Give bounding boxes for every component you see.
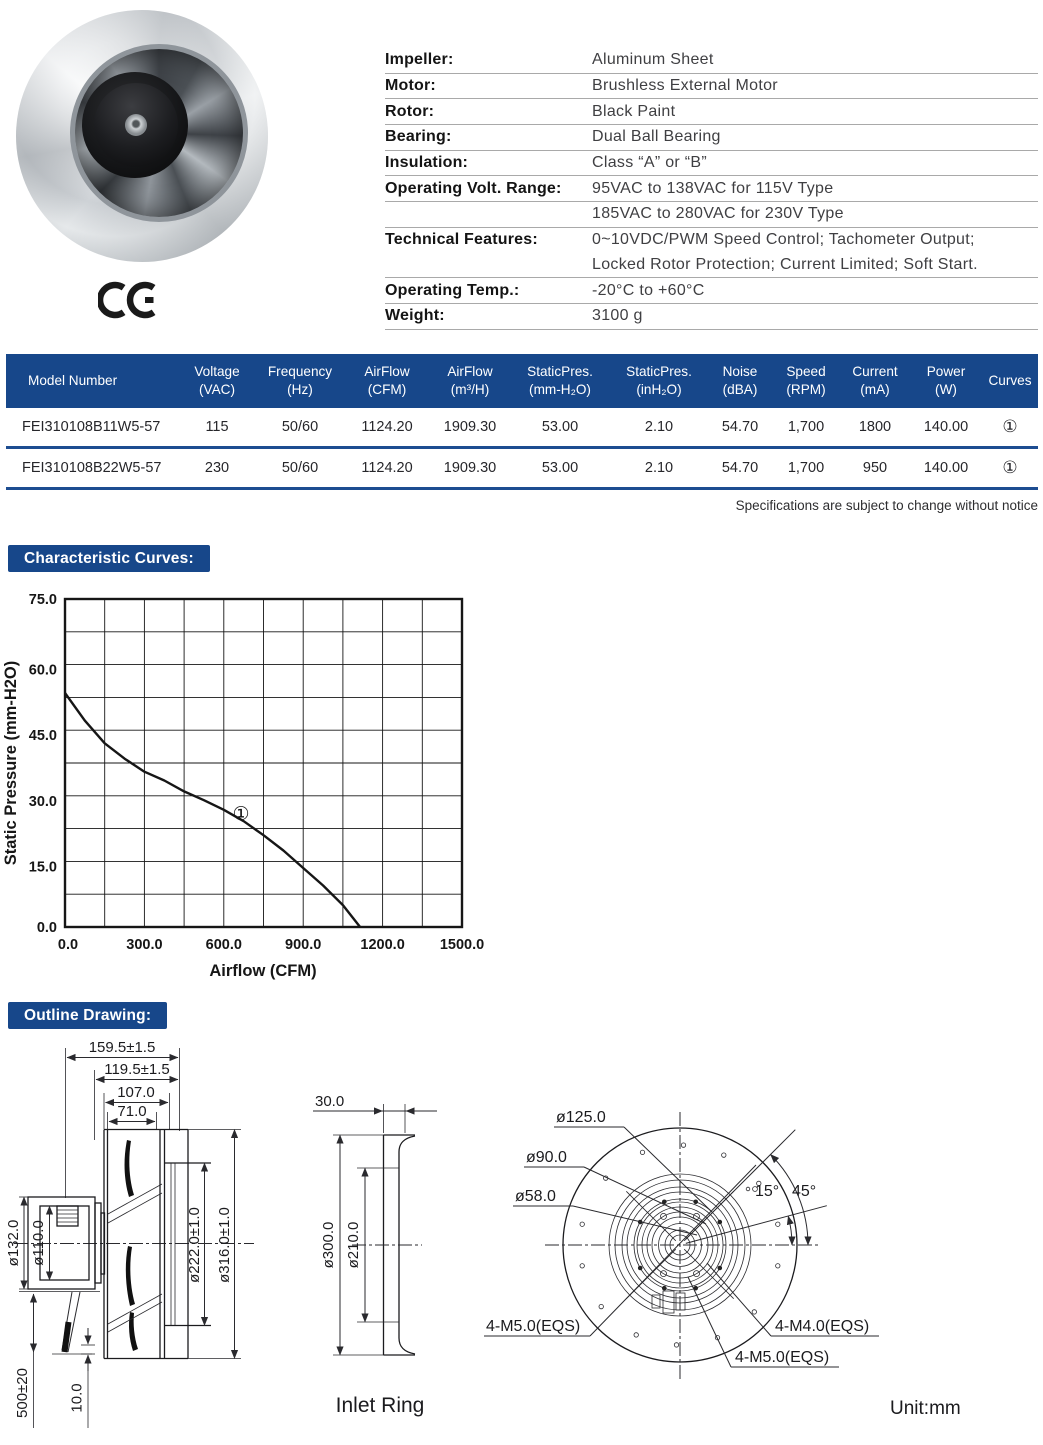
dim-label-depth-inner: 119.5±1.5 [104, 1061, 170, 1078]
spec-row [385, 125, 1038, 151]
y-tick: 15.0 [28, 859, 57, 876]
spec-value: Locked Rotor Protection; Current Limited; Soft Start. [592, 255, 978, 273]
rear-view-drawing [480, 1080, 1043, 1410]
x-axis-title: Airflow (CFM) [209, 962, 317, 980]
mount-label-left: 4-M5.0(EQS) [486, 1318, 581, 1335]
col-header: StaticPres. (mm-H₂O) [527, 364, 593, 397]
spec-label: Impeller: [385, 51, 454, 69]
x-tick: 1500.0 [439, 937, 485, 953]
cell-model: FEI310108B11W5-57 [22, 419, 161, 435]
cell-model: FEI310108B22W5-57 [22, 460, 162, 476]
spec-label: Insulation: [385, 154, 469, 172]
mount-label-bottom: 4-M5.0(EQS) [735, 1349, 830, 1366]
cell: 2.10 [644, 419, 674, 435]
spec-label: Weight: [385, 307, 445, 325]
cell: 1800 [858, 419, 892, 435]
spec-label: Technical Features: [385, 231, 538, 249]
spec-value: Class “A” or “B” [592, 154, 708, 172]
x-tick: 600.0 [205, 937, 242, 953]
cell-curve-ref: ① [1002, 417, 1018, 436]
dim-label-cable-offset: 10.0 [68, 1383, 86, 1413]
col-header: AirFlow (CFM) [364, 364, 410, 397]
cell: 54.70 [721, 460, 759, 476]
spec-row [385, 202, 1038, 228]
model-table-header [6, 354, 1038, 408]
col-header: AirFlow (m³/H) [447, 364, 493, 397]
inlet-ring-caption: Inlet Ring [335, 1394, 425, 1417]
cell: 1909.30 [443, 460, 497, 476]
spec-row [385, 278, 1038, 304]
cell: 1,700 [787, 419, 825, 435]
spec-label: Bearing: [385, 128, 452, 146]
section-title-curves: Characteristic Curves: [8, 545, 210, 572]
spec-table [385, 48, 1038, 330]
spec-value: Dual Ball Bearing [592, 128, 721, 146]
cell: 1124.20 [361, 460, 413, 476]
row-divider [6, 487, 1038, 490]
dim-label-bolt-circle-58: ø58.0 [515, 1188, 556, 1205]
cell: 2.10 [644, 460, 674, 476]
model-table [6, 354, 1038, 490]
cell: 1124.20 [361, 419, 413, 435]
spec-value: Black Paint [592, 102, 676, 120]
col-header: Noise (dBA) [722, 364, 758, 397]
spec-value: 185VAC to 280VAC for 230V Type [592, 205, 844, 223]
col-header: Frequency (Hz) [267, 364, 333, 397]
spec-value: 0~10VDC/PWM Speed Control; Tachometer Output; [592, 231, 975, 249]
col-header: Power (W) [926, 364, 966, 397]
disclaimer-note: Specifications are subject to change without notice [735, 498, 1038, 513]
dim-label-depth-total: 159.5±1.5 [88, 1040, 156, 1056]
dim-label-ring-od: ø300.0 [320, 1221, 337, 1269]
dim-label-depth-impeller: 107.0 [117, 1084, 155, 1101]
dim-label-inlet-dia: ø222.0±1.0 [186, 1207, 203, 1283]
cell: 1,700 [787, 460, 825, 476]
cell: 115 [205, 419, 229, 435]
section-title-outline: Outline Drawing: [8, 1002, 167, 1029]
angle-label-45: 45° [792, 1183, 817, 1200]
dim-label-cable-length: 500±20 [14, 1368, 31, 1418]
y-tick: 75.0 [28, 592, 57, 608]
dim-label-ring-depth: 30.0 [315, 1093, 345, 1110]
spec-label: Operating Temp.: [385, 281, 520, 299]
cell: 1909.30 [443, 419, 497, 435]
chart-grid [65, 599, 462, 927]
inlet-ring-drawing [280, 1080, 480, 1420]
spec-row [385, 253, 1038, 279]
dim-label-depth-blades: 71.0 [117, 1103, 147, 1120]
dim-label-bolt-circle-90: ø90.0 [526, 1149, 567, 1166]
dim-label-bolt-circle-125: ø125.0 [556, 1109, 606, 1126]
spec-value: -20°C to +60°C [592, 281, 705, 299]
characteristic-curve-chart [0, 580, 560, 1000]
ce-mark-icon [98, 276, 162, 324]
performance-curve [65, 693, 360, 927]
col-header: Voltage (VAC) [194, 364, 240, 397]
spec-value: Aluminum Sheet [592, 51, 714, 69]
x-tick: 300.0 [126, 937, 163, 953]
spec-row [385, 99, 1038, 125]
x-tick: 0.0 [57, 937, 79, 953]
cell: 54.70 [721, 419, 759, 435]
x-tick: 1200.0 [360, 937, 405, 953]
spec-row [385, 228, 1038, 253]
product-photo [14, 8, 276, 266]
cell: 950 [862, 460, 888, 476]
fan-center-cap [125, 114, 147, 136]
angle-label-15: 15° [755, 1183, 780, 1200]
spec-label: Motor: [385, 77, 436, 95]
spec-label: Rotor: [385, 102, 435, 120]
dim-label-motor-id: ø110.0 [30, 1220, 47, 1266]
col-header: Curves [988, 373, 1032, 389]
cell: 140.00 [923, 419, 969, 435]
table-row [6, 408, 1038, 446]
x-tick: 900.0 [285, 937, 322, 953]
dim-label-motor-od: ø132.0 [5, 1219, 22, 1267]
spec-value: Brushless External Motor [592, 77, 778, 95]
cell: 53.00 [541, 419, 579, 435]
cell: 140.00 [923, 460, 969, 476]
spec-value: 3100 g [592, 307, 643, 325]
y-tick: 0.0 [36, 920, 57, 936]
dim-label-ring-id: ø210.0 [345, 1221, 362, 1269]
cell: 230 [204, 460, 230, 476]
y-tick: 45.0 [28, 728, 57, 745]
spec-row [385, 74, 1038, 100]
table-row [6, 449, 1038, 487]
cell: 50/60 [281, 419, 319, 435]
side-view-drawing [0, 1040, 280, 1445]
cell: 50/60 [281, 460, 319, 476]
spec-row [385, 48, 1038, 74]
spec-row [385, 304, 1038, 330]
y-axis-title: Static Pressure (mm-H2O) [2, 660, 20, 866]
mount-label-right: 4-M4.0(EQS) [775, 1318, 870, 1335]
spec-value: 95VAC to 138VAC for 115V Type [592, 179, 834, 197]
y-tick: 30.0 [28, 793, 57, 810]
col-header: Speed (RPM) [786, 364, 826, 397]
spec-label: Operating Volt. Range: [385, 179, 562, 197]
spec-row [385, 176, 1038, 202]
col-header: Current (mA) [852, 364, 898, 397]
dim-label-impeller-dia: ø316.0±1.0 [216, 1207, 233, 1283]
cell-curve-ref: ① [1002, 458, 1018, 477]
unit-label: Unit:mm [890, 1398, 961, 1419]
col-header: Model Number [28, 373, 118, 389]
spec-row [385, 151, 1038, 177]
y-tick: 60.0 [28, 662, 57, 679]
curve-number-annotation: ① [232, 804, 250, 826]
col-header: StaticPres. (inH₂O) [626, 364, 692, 397]
cell: 53.00 [541, 460, 579, 476]
